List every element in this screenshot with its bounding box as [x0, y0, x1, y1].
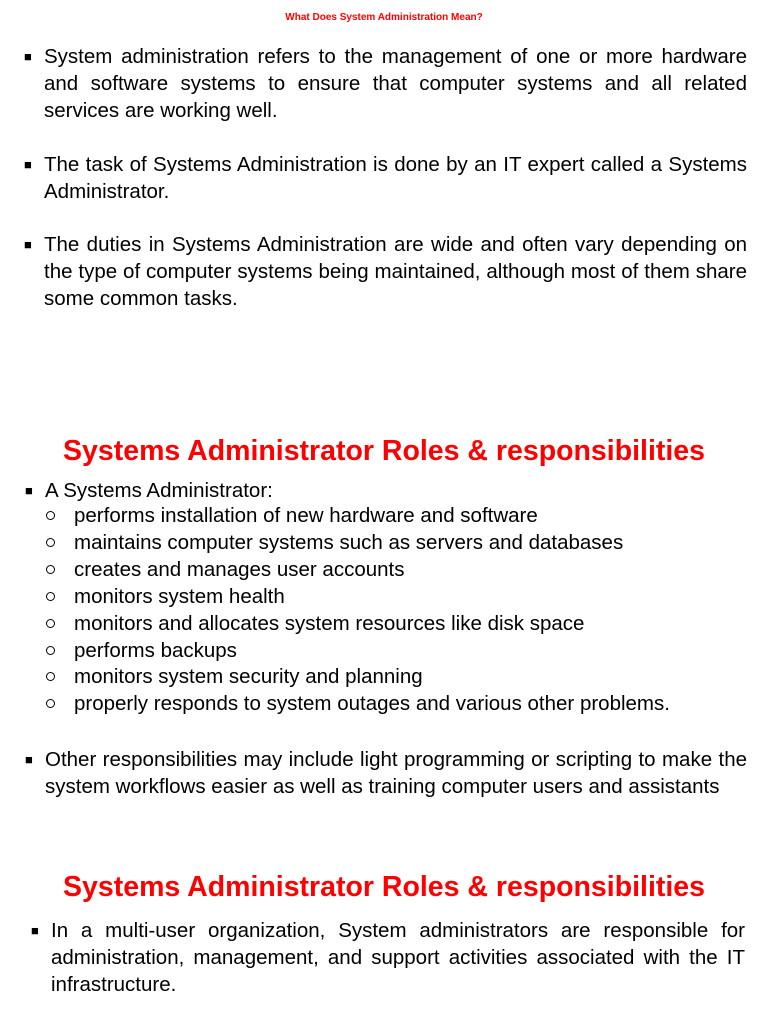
slide-title: What Does System Administration Mean?: [285, 12, 483, 23]
list-item-text: performs installation of new hardware and software: [74, 504, 538, 527]
square-bullet-icon: ■: [25, 483, 33, 498]
list-item-text: maintains computer systems such as servers and databases: [74, 531, 624, 554]
hollow-circle-icon: [46, 619, 55, 628]
list-item-text: creates and manages user accounts: [74, 558, 405, 581]
list-item-text: monitors system security and planning: [74, 665, 423, 688]
bullet-text: The task of Systems Administration is done by an IT expert called a Systems Administrator.: [44, 153, 747, 203]
square-bullet-icon: ■: [25, 752, 33, 767]
list-item-text: monitors and allocates system resources like disk space: [74, 612, 585, 635]
list-item: [74, 584, 285, 611]
list-item: [74, 611, 584, 638]
list-item: [74, 664, 423, 691]
section-heading: Systems Administrator Roles & responsibilities: [63, 871, 705, 903]
bullet-text: System administration refers to the management of one or more hardware and software systems to ensure that computer systems and all related services are working well.: [44, 45, 747, 122]
list-item: [74, 530, 623, 557]
hollow-circle-icon: [46, 672, 55, 681]
section-heading: Systems Administrator Roles & responsibilities: [63, 435, 705, 467]
list-item-text: properly responds to system outages and various other problems.: [74, 692, 670, 715]
list-item-text: performs backups: [74, 639, 237, 662]
hollow-circle-icon: [46, 646, 55, 655]
bullet-item: [25, 477, 747, 504]
bullet-text: A Systems Administrator:: [45, 479, 273, 502]
square-bullet-icon: ■: [24, 157, 32, 172]
bullet-text: In a multi-user organization, System administrators are responsible for administration, management, and support activities associated with the IT infrastructure.: [51, 919, 745, 996]
square-bullet-icon: ■: [24, 49, 32, 64]
bullet-item: [24, 151, 747, 205]
bullet-item: [31, 917, 745, 998]
square-bullet-icon: ■: [24, 237, 32, 252]
hollow-circle-icon: [46, 699, 55, 708]
list-item: [74, 638, 237, 665]
list-item-text: monitors system health: [74, 585, 285, 608]
list-item: [74, 503, 538, 530]
square-bullet-icon: ■: [31, 923, 39, 938]
list-item: [74, 691, 670, 718]
list-item: [74, 557, 404, 584]
hollow-circle-icon: [46, 538, 55, 547]
hollow-circle-icon: [46, 565, 55, 574]
bullet-item: [25, 746, 747, 800]
bullet-text: The duties in Systems Administration are wide and often vary depending on the type of computer systems being maintained, although most of them share some common tasks.: [44, 233, 747, 310]
hollow-circle-icon: [46, 592, 55, 601]
hollow-circle-icon: [46, 511, 55, 520]
bullet-text: Other responsibilities may include light programming or scripting to make the system workflows easier as well as training computer users and assistants: [45, 748, 747, 798]
bullet-item: [24, 43, 747, 124]
bullet-item: [24, 231, 747, 312]
